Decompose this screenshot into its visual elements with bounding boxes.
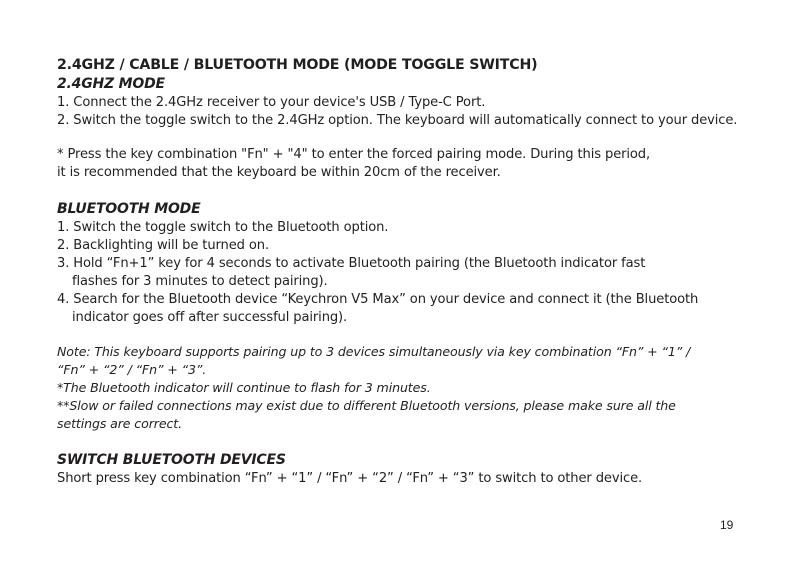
tip-24ghz-line-1: * Press the key combination "Fn" + "4" to enter the forced pairing mode. During this period, bbox=[57, 147, 651, 162]
page-heading: 2.4GHZ / CABLE / BLUETOOTH MODE (MODE TOGGLE SWITCH) bbox=[57, 57, 538, 73]
step-24ghz-2: 2. Switch the toggle switch to the 2.4GHz option. The keyboard will automatically connect to your device. bbox=[57, 113, 738, 128]
note-line-4: **Slow or failed connections may exist due to different Bluetooth versions, please make sure all the bbox=[57, 398, 676, 413]
step-bluetooth-4-cont: indicator goes off after successful pairing). bbox=[72, 310, 348, 325]
spacer bbox=[57, 182, 757, 200]
note-line-3: *The Bluetooth indicator will continue to flash for 3 minutes. bbox=[57, 380, 431, 395]
note-line-5: settings are correct. bbox=[57, 416, 182, 431]
page-number: 19 bbox=[720, 518, 734, 532]
page-content bbox=[57, 55, 757, 488]
section-title-24ghz: 2.4GHZ MODE bbox=[57, 76, 165, 92]
spacer bbox=[57, 327, 757, 343]
step-bluetooth-4: 4. Search for the Bluetooth device “Keychron V5 Max” on your device and connect it (the Bluetooth bbox=[57, 292, 699, 307]
step-bluetooth-1: 1. Switch the toggle switch to the Bluetooth option. bbox=[57, 220, 389, 235]
step-bluetooth-2: 2. Backlighting will be turned on. bbox=[57, 238, 269, 253]
section-title-switch: SWITCH BLUETOOTH DEVICES bbox=[57, 452, 286, 468]
note-line-1: Note: This keyboard supports pairing up to 3 devices simultaneously via key combination “Fn” + “1” / bbox=[57, 344, 691, 359]
note-line-2: “Fn” + “2” / “Fn” + “3”. bbox=[57, 362, 207, 377]
switch-devices-text: Short press key combination “Fn” + “1” / “Fn” + “2” / “Fn” + “3” to switch to other device. bbox=[57, 471, 643, 486]
spacer bbox=[57, 433, 757, 451]
tip-24ghz-line-2: it is recommended that the keyboard be within 20cm of the receiver. bbox=[57, 165, 501, 180]
spacer bbox=[57, 130, 757, 146]
step-bluetooth-3: 3. Hold “Fn+1” key for 4 seconds to activate Bluetooth pairing (the Bluetooth indicator fast bbox=[57, 256, 646, 271]
step-bluetooth-3-cont: flashes for 3 minutes to detect pairing). bbox=[72, 274, 328, 289]
step-24ghz-1: 1. Connect the 2.4GHz receiver to your device's USB / Type-C Port. bbox=[57, 95, 486, 110]
section-title-bluetooth: BLUETOOTH MODE bbox=[57, 201, 201, 217]
